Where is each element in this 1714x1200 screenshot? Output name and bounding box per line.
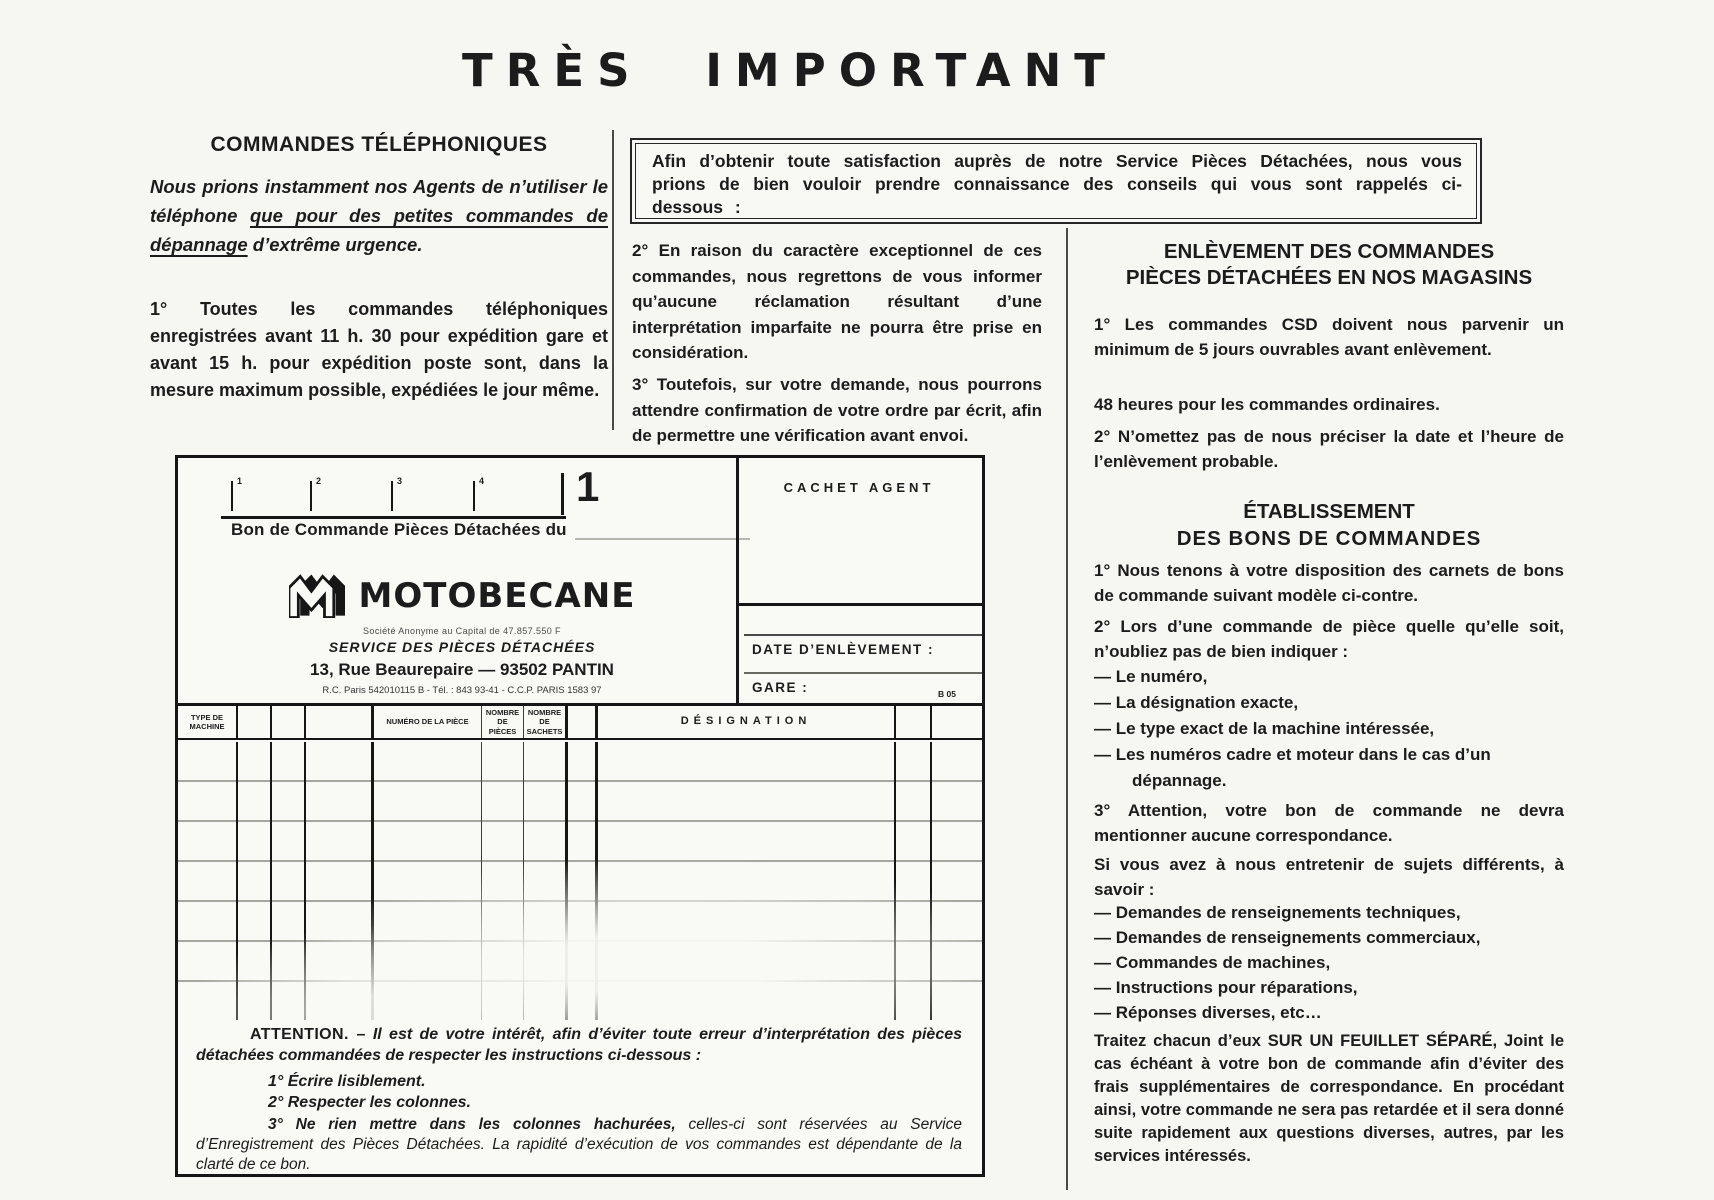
bon-title-row [231,520,750,540]
list-item: — Commandes de machines, [1094,953,1331,972]
right-column-divider [1066,228,1068,1190]
left-column-divider [612,130,614,430]
table-column [178,742,238,1020]
letterhead [202,574,722,696]
date-enlevement-label: DATE D’ENLÈVEMENT : [752,642,935,657]
table-column [568,742,598,1020]
bons-paragraph-2: 2° Lors d’une commande de pièce quelle qu’elle soit, n’oubliez pas de bien indiquer : [1094,617,1564,661]
intro-text-end: d’extrême urgence. [247,234,423,255]
attention-item-3-rest: celles-ci sont réservées au Service d’Enregistrement des Pièces Détachées. La rapidité d’exécution de vos commandes est dépendante de la clarté de ce bon. [196,1116,962,1173]
bons-paragraph-4: Si vous avez à nous entretenir de sujets différents, à savoir : [1094,855,1564,899]
column-header-blank [896,706,932,738]
table-column [374,742,482,1020]
column-header-blank [932,706,982,738]
etablissement-heading-line2: DES BONS DE COMMANDES [1176,527,1482,550]
enlevement-paragraph-2: 48 heures pour les commandes ordinaires. [1094,395,1440,414]
attention-item-2: 2° Respecter les colonnes. [268,1094,471,1111]
cachet-box-bottom-border [736,603,982,606]
ruler-tick [391,481,393,511]
table-column [932,742,982,1020]
list-item: — Instructions pour réparations, [1094,978,1358,997]
etablissement-heading-line1: ÉTABLISSEMENT [1243,500,1415,523]
column-header-blank [306,706,374,738]
table-column [598,742,896,1020]
column-header-blank [238,706,272,738]
bon-title-fill-line [575,524,750,540]
brand-address-line: 13, Rue Beaurepaire — 93502 PANTIN [310,660,614,679]
telephone-paragraph-1: 1° Toutes les commandes téléphoniques enregistrées avant 11 h. 30 pour expédition gare et avant 15 h. pour expédition poste sont, dans la mesure maximum possible, expédiées le jour même. [150,299,608,400]
ruler-tick-label: 1 [237,476,243,486]
order-form [175,455,985,1177]
ruler-tick-label: 3 [397,476,403,486]
list-item: — Demandes de renseignements techniques, [1094,903,1461,922]
list-item: — Réponses diverses, etc… [1094,1003,1322,1022]
header-cells [178,706,982,738]
form-ruler [231,473,576,519]
column-header-blank [272,706,306,738]
form-table-header [178,703,982,740]
list-item: — Le type exact de la machine intéressée, [1094,719,1435,738]
brand-service-line: SERVICE DES PIÈCES DÉTACHÉES [328,639,596,655]
attention-intro-text: Il est de votre intérêt, afin d’éviter toute erreur d’interprétation des pièces détachées commandées de respecter les instructions ci-dessous : [196,1026,963,1064]
attention-label: ATTENTION. – [250,1026,366,1043]
list-item: — La désignation exacte, [1094,693,1299,712]
notice-text: Afin d’obtenir toute satisfaction auprès de notre Service Pièces Détachées, nous vous prions de bien vouloir prendre connaissance des conseils qui vous sont rappelés ci-dessous : [652,151,1462,217]
sujets-list [1094,900,1564,1025]
page-title: TRÈS IMPORTANT [462,44,1118,97]
ruler-tick [231,481,233,511]
bon-title-label: Bon de Commande Pièces Détachées du [231,520,567,539]
table-column [306,742,374,1020]
list-item: — Demandes de renseignements commerciaux, [1094,928,1481,947]
feuillet-separe-paragraph: Traitez chacun d’eux SUR UN FEUILLET SÉPARÉ, Joint le cas échéant à votre bon de commande afin d’éviter des frais supplémentaires de correspondance. En procédant ainsi, votre commande ne sera pas retardée et il sera donné suite rapidement aux questions diverses, autres, par les services intéressés. [1094,1032,1564,1165]
table-column [272,742,306,1020]
ruler-end-bar [561,473,564,515]
copy-number: 1 [576,463,600,510]
body-column-lines [178,742,982,1020]
brand-wordmark: MOTOBECANE [358,576,636,616]
gare-label: GARE : [752,680,809,695]
attention-intro-paragraph [196,1024,962,1066]
ruler-tick [473,481,475,511]
column-header-blank [568,706,598,738]
bons-paragraph-1: 1° Nous tenons à votre disposition des carnets de bons de commande suivant modèle ci-contre. [1094,561,1564,605]
column-header-numero-piece: NUMÉRO DE LA PIÈCE [374,706,482,738]
intro-text-underlined: que pour des petites commandes de dépannage [150,205,608,255]
date-field-top-rule [744,634,982,636]
attention-item-3-lead: 3° Ne rien mettre dans les colonnes hachurées, [268,1116,676,1133]
ruler-tick-label: 2 [316,476,322,486]
brand-row [202,574,722,618]
attention-item-1: 1° Écrire lisiblement. [268,1073,426,1090]
enlevement-paragraph-3: 2° N’omettez pas de nous préciser la date et l’heure de l’enlèvement probable. [1094,427,1564,471]
enlevement-heading-line2: PIÈCES DÉTACHÉES EN NOS MAGASINS [1125,266,1533,289]
form-table-body [178,742,982,1020]
motobecane-logo-icon [289,574,345,618]
brand-capital-line: Société Anonyme au Capital de 47.857.550 F [363,626,561,636]
table-column [896,742,932,1020]
paragraph-3: 3° Toutefois, sur votre demande, nous pourrons attendre confirmation de votre ordre par écrit, afin de permettre une vérification avant envoi. [632,375,1042,445]
attention-note [196,1024,962,1175]
indiquer-list [1094,664,1564,794]
column-header-nombre-sachets: NOMBRE DE SACHETS [524,706,568,738]
table-column [482,742,524,1020]
table-column [524,742,568,1020]
telephone-intro-paragraph [150,172,608,259]
ruler-baseline [221,516,566,519]
list-item: — Les numéros cadre et moteur dans le cas d’un dépannage. [1094,745,1491,790]
column-header-designation: DÉSIGNATION [598,706,896,738]
date-field-bottom-rule [744,672,982,674]
table-column [238,742,272,1020]
intro-text-start: Nous prions instamment nos Agents de n’utiliser le téléphone [150,176,608,226]
brand-registry-line: R.C. Paris 542010115 B - Tél. : 843 93-41 - C.C.P. PARIS 1583 97 [322,685,602,696]
enlevement-paragraph-1: 1° Les commandes CSD doivent nous parvenir un minimum de 5 jours ouvrables avant enlèvement. [1094,315,1564,359]
ruler-tick-label: 4 [479,476,485,486]
commandes-telephoniques-heading: COMMANDES TÉLÉPHONIQUES [210,133,548,156]
ruler-tick [310,481,312,511]
paragraph-2: 2° En raison du caractère exceptionnel de ces commandes, nous regrettons de vous informer qu’aucune réclamation résultant d’une interprétation imparfaite ne pourra être prise en considération. [632,241,1042,362]
cachet-agent-label: CACHET AGENT [783,480,935,495]
list-item: — Le numéro, [1094,667,1208,686]
form-ref-code: B 05 [938,689,956,699]
bons-paragraph-3: 3° Attention, votre bon de commande ne devra mentionner aucune correspondance. [1094,801,1564,845]
enlevement-heading-line1: ENLÈVEMENT DES COMMANDES [1163,240,1495,263]
column-header-type-machine: TYPE DE MACHINE [178,706,238,738]
attention-item-3 [196,1115,962,1175]
column-header-nombre-pieces: NOMBRE DE PIÈCES [482,706,524,738]
right-column [1094,0,1564,1200]
